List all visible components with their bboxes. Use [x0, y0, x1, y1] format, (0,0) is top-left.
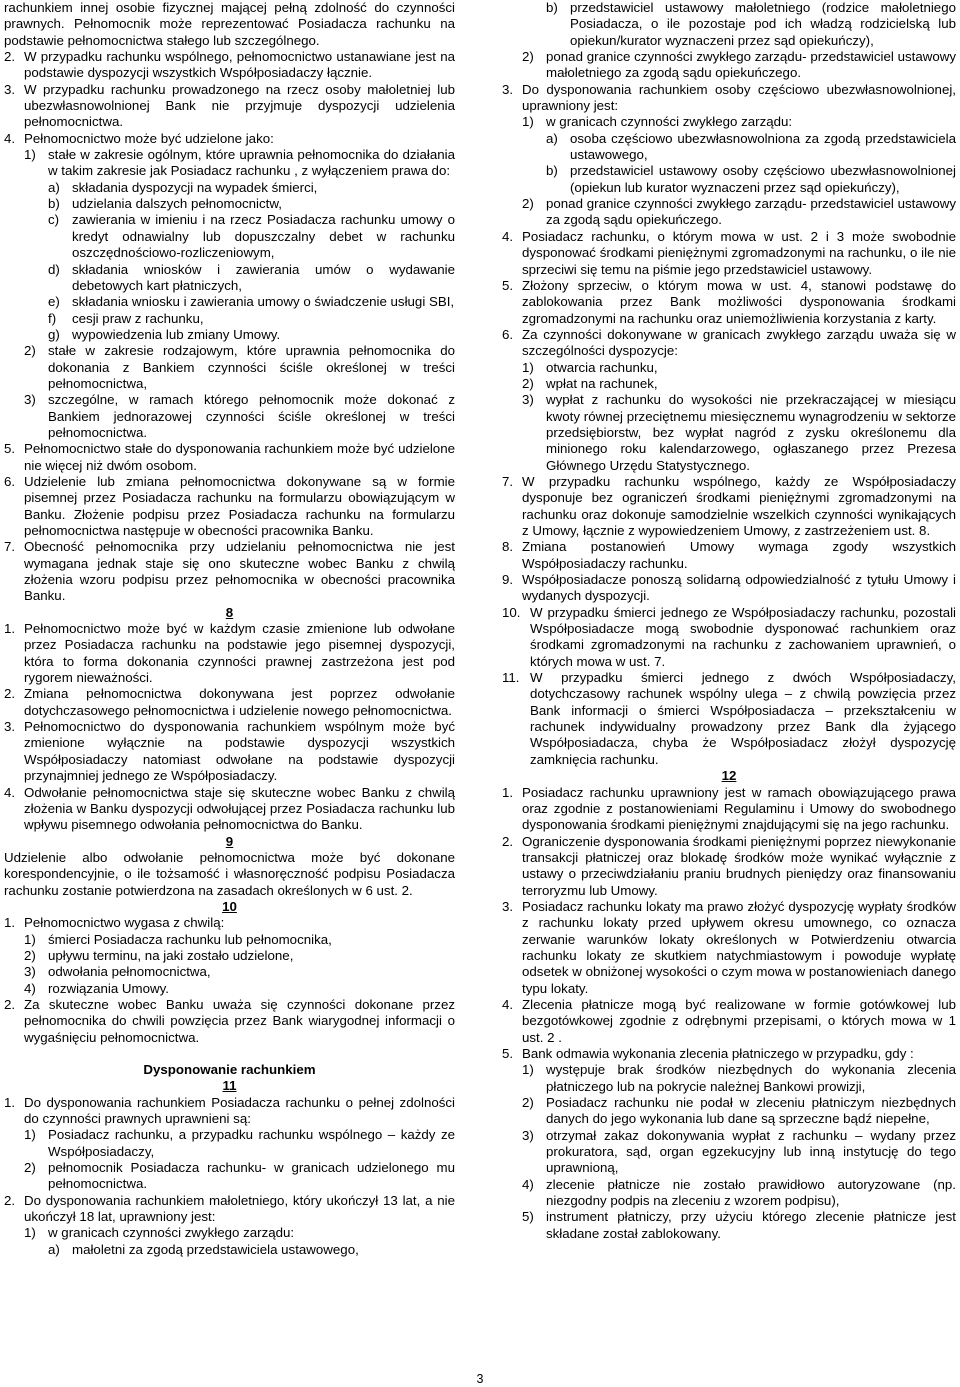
list-item: 5) instrument płatniczy, przy użyciu którego zlecenie płatnicze jest składane został zablokowany.: [522, 1209, 956, 1241]
paragraph: rachunkiem innej osobie fizycznej mającej pełną zdolność do czynności prawnych. Pełnomocnik może reprezentować Posiadacza rachunku na podstawie pełnomocnictwa stałego lub szczególnego.: [4, 0, 455, 48]
list-item: 3. Do dysponowania rachunkiem osoby częściowo ubezwłasnowolnionej, uprawniony jest:: [502, 81, 956, 114]
list-item: 1) w granicach czynności zwykłego zarządu:: [522, 114, 793, 130]
list-item: 1. Pełnomocnictwo wygasa z chwilą:: [4, 915, 225, 931]
list-item: 2. Do dysponowania rachunkiem małoletniego, który ukończył 13 lat, a nie ukończył 18 lat, uprawniony jest:: [4, 1192, 455, 1225]
list-item: 2) upływu terminu, na jaki zostało udzielone,: [24, 947, 294, 963]
right-column: [502, 0, 956, 1242]
list-item: 2) pełnomocnik Posiadacza rachunku- w granicach udzielonego mu pełnomocnictwa.: [24, 1160, 455, 1192]
list-item: e) składania wniosku i zawierania umowy o świadczenie usługi SBI,: [48, 294, 455, 310]
list-item: 2) ponad granice czynności zwykłego zarządu- przedstawiciel ustawowy za zgodą sądu opiekuńczego.: [522, 196, 956, 228]
list-item: 10. W przypadku śmierci jednego ze Współposiadaczy rachunku, pozostali Współposiadacze mogą swobodnie dysponować rachunkiem oraz środkami zgromadzonymi na rachunku z zachowaniem uprawnień, o których mowa w ust. 7.: [502, 604, 956, 669]
list-item: 2) wpłat na rachunek,: [522, 375, 658, 391]
list-item: 6. Za czynności dokonywane w granicach zwykłego zarządu uważa się w szczególności dyspozycje:: [502, 326, 956, 359]
list-item: 3. Pełnomocnictwo do dysponowania rachunkiem wspólnym może być zmienione wyłącznie na podstawie dyspozycji wszystkich Współposiadaczy natomiast odwołane na podstawie dyspozycji przynajmniej jednego ze Współposiadaczy.: [4, 719, 455, 784]
list-item: 4) rozwiązania Umowy.: [24, 980, 169, 996]
list-item: 1) występuje brak środków niezbędnych do wykonania zlecenia płatniczego lub na pokrycie należnej Bankowi prowizji,: [522, 1062, 956, 1094]
list-item: 8. Zmiana postanowień Umowy wymaga zgody wszystkich Współposiadaczy rachunku.: [502, 539, 956, 571]
list-item: 4. Posiadacz rachunku, o którym mowa w ust. 2 i 3 może swobodnie dysponować środkami pieniężnymi zgromadzonymi na rachunku, o ile nie sprzeciwi się temu na piśmie jego przedstawiciel ustawowy.: [502, 228, 956, 277]
list-item: b) przedstawiciel ustawowy małoletniego (rodzice małoletniego Posiadacza, o ile pozostaje pod ich władzą rodzicielską lub opiekun/kurator wyznaczeni przez sąd opiekuńczy),: [546, 0, 956, 48]
list-item: 4. Pełnomocnictwo może być udzielone jako:: [4, 130, 274, 146]
list-item: 9. Współposiadacze ponoszą solidarną odpowiedzialność z tytułu Umowy i wydanych dyspozycji.: [502, 572, 956, 604]
list-item: 5. Złożony sprzeciw, o którym mowa w ust. 4, stanowi podstawę do zablokowania przez Bank możliwości dysponowania środkami zgromadzonymi na rachunku oraz uniemożliwienia korzystania z karty.: [502, 277, 956, 326]
list-item: 11. W przypadku śmierci jednego z dwóch Współposiadaczy, dotychczasowy rachunek wspólny ulega – z chwilą powzięcia przez Bank informacji o śmierci Współposiadacza – przekształceniu w rachunek indywidualny prowadzony przez Bank dla żyjącego Współposiadacza, chyba że Współposiadacz złożył dyspozycję zamknięcia rachunku.: [502, 670, 956, 767]
section-heading: 9: [225, 833, 234, 849]
list-item: 2) stałe w zakresie rodzajowym, które uprawnia pełnomocnika do dokonania z Bankiem czynności ściśle określonej w treści pełnomocnictwa,: [24, 343, 455, 391]
list-item: 1) Posiadacz rachunku, a przypadku rachunku wspólnego – każdy ze Współposiadaczy,: [24, 1127, 455, 1159]
list-item: 3. W przypadku rachunku prowadzonego na rzecz osoby małoletniej lub ubezwłasnowolnionej Bank nie przyjmuje dyspozycji udzielenia pełnomocnictwa.: [4, 81, 455, 130]
list-item: 6. Udzielenie lub zmiana pełnomocnictwa dokonywane są w formie pisemnej przez Posiadacza rachunku na formularzu obowiązującym w Banku. Złożenie podpisu przez Posiadacza rachunku na formularzu pełnomocnictwa następuje w obecności pracownika Banku.: [4, 473, 455, 538]
list-item: 1) stałe w zakresie ogólnym, które uprawnia pełnomocnika do działania w takim zakresie jak Posiadacz rachunku , z wyłączeniem prawa do:: [24, 147, 455, 179]
list-item: a) osoba częściowo ubezwłasnowolniona za zgodą przedstawiciela ustawowego,: [546, 130, 956, 163]
list-item: 7. W przypadku rachunku wspólnego, każdy ze Współposiadaczy dysponuje bez ograniczeń środkami pieniężnymi zgromadzonymi na rachunku oraz dokonuje samodzielnie wszelkich czynności wynikających z Umowy, łącznie z wypowiedzeniem Umowy, z zastrzeżeniem ust. 8.: [502, 473, 956, 538]
list-item: b) udzielania dalszych pełnomocnictw,: [48, 196, 282, 212]
list-item: f) cesji praw z rachunku,: [48, 310, 204, 326]
section-title: Dysponowanie rachunkiem: [143, 1062, 316, 1077]
section-heading: 12: [721, 768, 737, 784]
list-item: a) małoletni za zgodą przedstawiciela ustawowego,: [48, 1241, 359, 1257]
list-item: 2) ponad granice czynności zwykłego zarządu- przedstawiciel ustawowy małoletniego za zgodą sądu opiekuńczego.: [522, 49, 956, 81]
list-item: d) składania wniosków i zawierania umów o wydawanie debetowych kart płatniczych,: [48, 261, 455, 293]
list-item: 1) w granicach czynności zwykłego zarządu:: [24, 1225, 295, 1241]
list-item: 4) zlecenie płatnicze nie zostało prawidłowo autoryzowane (np. niezgodny podpis na zleceniu z wzorem podpisu),: [522, 1176, 956, 1209]
list-item: 1. Posiadacz rachunku uprawniony jest w ramach obowiązującego prawa oraz zgodnie z postanowieniami Regulaminu i Umowy do swobodnego dysponowania środkami pieniężnymi znajdującymi się na jego rachunku.: [502, 784, 956, 833]
list-item: 4. Odwołanie pełnomocnictwa staje się skuteczne wobec Banku z chwilą złożenia w Banku dyspozycji odwołującej przez Posiadacza rachunku lub wpływu pisemnego odwołania pełnomocnictwa do Banku.: [4, 784, 455, 833]
list-item: 3) wypłat z rachunku do wysokości nie przekraczającej w miesiącu kwoty równej przeciętnemu miesięcznemu wynagrodzeniu w sektorze przedsiębiorstw, bez wypłat nagród z zysku określonemu dla minionego roku kalendarzowego, ogłaszanego przez Prezesa Głównego Urzędu Statystycznego.: [522, 392, 956, 473]
list-item: 1) śmierci Posiadacza rachunku lub pełnomocnika,: [24, 931, 332, 947]
list-item: 5. Bank odmawia wykonania zlecenia płatniczego w przypadku, gdy :: [502, 1046, 914, 1061]
list-item: 2. Ograniczenie dysponowania środkami pieniężnymi poprzez niewykonanie transakcji płatniczej oraz blokadę środków może wynikać wyłącznie z ustawy o przeciwdziałaniu praniu brudnych pieniędzy oraz finansowaniu terroryzmu lub Umowy.: [502, 833, 956, 898]
list-item: 3. Posiadacz rachunku lokaty ma prawo złożyć dyspozycję wypłaty środków z rachunku lokaty przed upływem okresu umownego, co oznacza zerwanie warunków lokaty określonych w Potwierdzeniu otwarcia rachunku lokaty ze skutkiem natychmiastowym i powoduje wypłatę odsetek w obniżonej wysokości o czym mowa w postanowieniach danego typu lokaty.: [502, 898, 956, 996]
list-item: c) zawierania w imieniu i na rzecz Posiadacza rachunku umowy o kredyt odnawialny lub dopuszczalny debet w rachunku oszczędnościowo-rozliczeniowym,: [48, 212, 455, 261]
paragraph: Udzielenie albo odwołanie pełnomocnictwa może być dokonane korespondencyjnie, o ile tożsamość i własnoręczność podpisu Posiadacza rachunku zostanie potwierdzona na zasadach określonych w 6 ust. 2.: [4, 849, 455, 898]
list-item: 5. Pełnomocnictwo stałe do dysponowania rachunkiem może być udzielone nie więcej niż dwóm osobom.: [4, 441, 455, 473]
list-item: 3) otrzymał zakaz dokonywania wypłat z rachunku – wydany przez prokuratora, sąd, organ egzekucyjny lub inną instytucję do tego uprawnioną,: [522, 1127, 956, 1176]
section-heading: 10: [222, 898, 237, 914]
list-item: 1. Do dysponowania rachunkiem Posiadacza rachunku o pełnej zdolności do czynności prawnych uprawnieni są:: [4, 1094, 455, 1127]
list-item: 3) szczególne, w ramach którego pełnomocnik może dokonać z Bankiem jednorazowej czynności ściśle określonej w treści pełnomocnictwa.: [24, 392, 455, 440]
list-item: 2. W przypadku rachunku wspólnego, pełnomocnictwo ustanawiane jest na podstawie dyspozycji wszystkich Współposiadaczy łącznie.: [4, 49, 455, 81]
list-item: 7. Obecność pełnomocnika przy udzielaniu pełnomocnictwa nie jest wymagana jednak staje się ono skuteczne wobec Banku z chwilą złożenia wzoru podpisu przez pełnomocnika w obecności pracownika Banku.: [4, 539, 455, 604]
section-heading: 11: [222, 1078, 237, 1094]
list-item: a) składania dyspozycji na wypadek śmierci,: [48, 179, 318, 195]
list-item: 2. Za skuteczne wobec Banku uważa się czynności dokonane przez pełnomocnika do chwili powzięcia przez Bank wiarygodnej informacji o wygaśnięciu pełnomocnictwa.: [4, 996, 455, 1045]
list-item: 2) Posiadacz rachunku nie podał w zleceniu płatniczym niezbędnych danych do jego wykonania lub dane są sprzeczne bądź niepełne,: [522, 1095, 956, 1127]
section-heading: 8: [225, 604, 234, 620]
list-item: g) wypowiedzenia lub zmiany Umowy.: [48, 326, 281, 342]
list-item: 3) odwołania pełnomocnictwa,: [24, 964, 211, 980]
page-number: 3: [476, 1372, 484, 1386]
list-item: 1) otwarcia rachunku,: [522, 359, 658, 375]
list-item: b) przedstawiciel ustawowy osoby częściowo ubezwłasnowolnionej (opiekun lub kurator wyznaczeni przez sąd opiekuńczy),: [546, 163, 956, 195]
list-item: 1. Pełnomocnictwo może być w każdym czasie zmienione lub odwołane przez Posiadacza rachunku na podstawie jego pisemnej dyspozycji, która to forma dokonania czynności prawnej zastrzeżona jest pod rygorem nieważności.: [4, 621, 455, 686]
left-column: [4, 0, 455, 1258]
list-item: 2. Zmiana pełnomocnictwa dokonywana jest poprzez odwołanie dotychczasowego pełnomocnictwa i udzielenie nowego pełnomocnictwa.: [4, 686, 455, 718]
list-item: 4. Zlecenia płatnicze mogą być realizowane w formie gotówkowej lub bezgotówkowej zgodnie z odrębnymi przepisami, o których mowa w 1 ust. 2 .: [502, 996, 956, 1045]
